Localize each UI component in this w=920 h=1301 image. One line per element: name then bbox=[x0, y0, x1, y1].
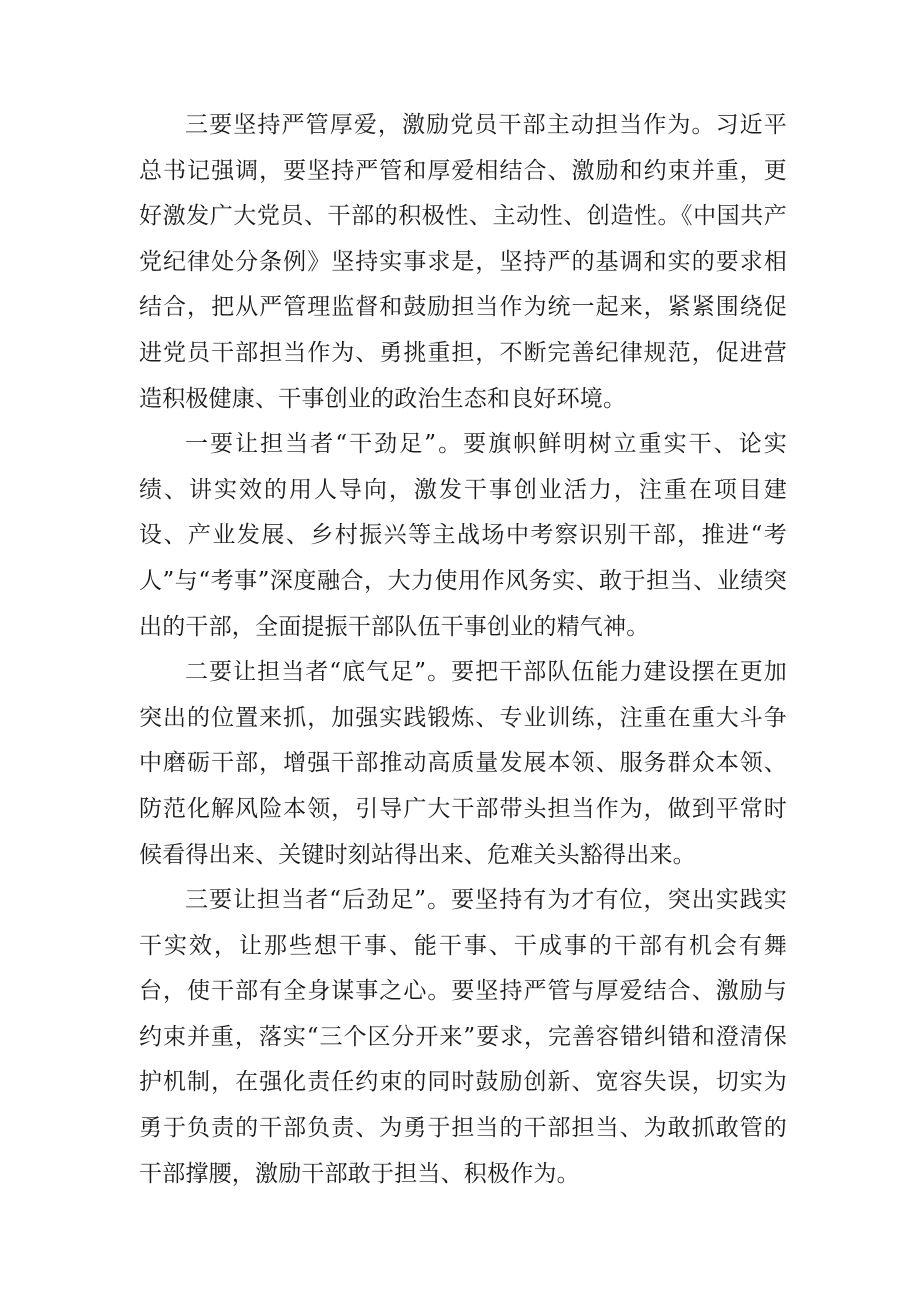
paragraph-confidence: 二要让担当者“底气足”。要把干部队伍能力建设摆在更加突出的位置来抓，加强实践锻炼、专业训练，注重在重大斗争中磨砺干部，增强干部推动高质量发展本领、服务群众本领、防范化解风险本领，引导广大干部带头担当作为，做到平常时候看得出来、关键时刻站得出来、危难关头豁得出来。 bbox=[139, 659, 787, 868]
document-body bbox=[139, 103, 787, 1197]
paragraph-strict-management: 三要坚持严管厚爱，激励党员干部主动担当作为。习近平总书记强调，要坚持严管和厚爱相结合、激励和约束并重，更好激发广大党员、干部的积极性、主动性、创造性。《中国共产党纪律处分条例》坚持实事求是，坚持严的基调和实的要求相结合，把从严管理监督和鼓励担当作为统一起来，紧紧围绕促进党员干部担当作为、勇挑重担，不断完善纪律规范，促进营造积极健康、干事创业的政治生态和良好环境。 bbox=[139, 112, 787, 412]
paragraph-stamina: 三要让担当者“后劲足”。要坚持有为才有位，突出实践实干实效，让那些想干事、能干事、干成事的干部有机会有舞台，使干部有全身谋事之心。要坚持严管与厚爱结合、激励与约束并重，落实“三个区分开来”要求，完善容错纠错和澄清保护机制，在强化责任约束的同时鼓励创新、宽容失误，切实为勇于负责的干部负责、为勇于担当的干部担当、为敢抓敢管的干部撑腰，激励干部敢于担当、积极作为。 bbox=[139, 887, 787, 1187]
paragraph-drive: 一要让担当者“干劲足”。要旗帜鲜明树立重实干、论实绩、讲实效的用人导向，激发干事创业活力，注重在项目建设、产业发展、乡村振兴等主战场中考察识别干部，推进“考人”与“考事”深度融合，大力使用作风务实、敢于担当、业绩突出的干部，全面提振干部队伍干事创业的精气神。 bbox=[139, 431, 787, 640]
